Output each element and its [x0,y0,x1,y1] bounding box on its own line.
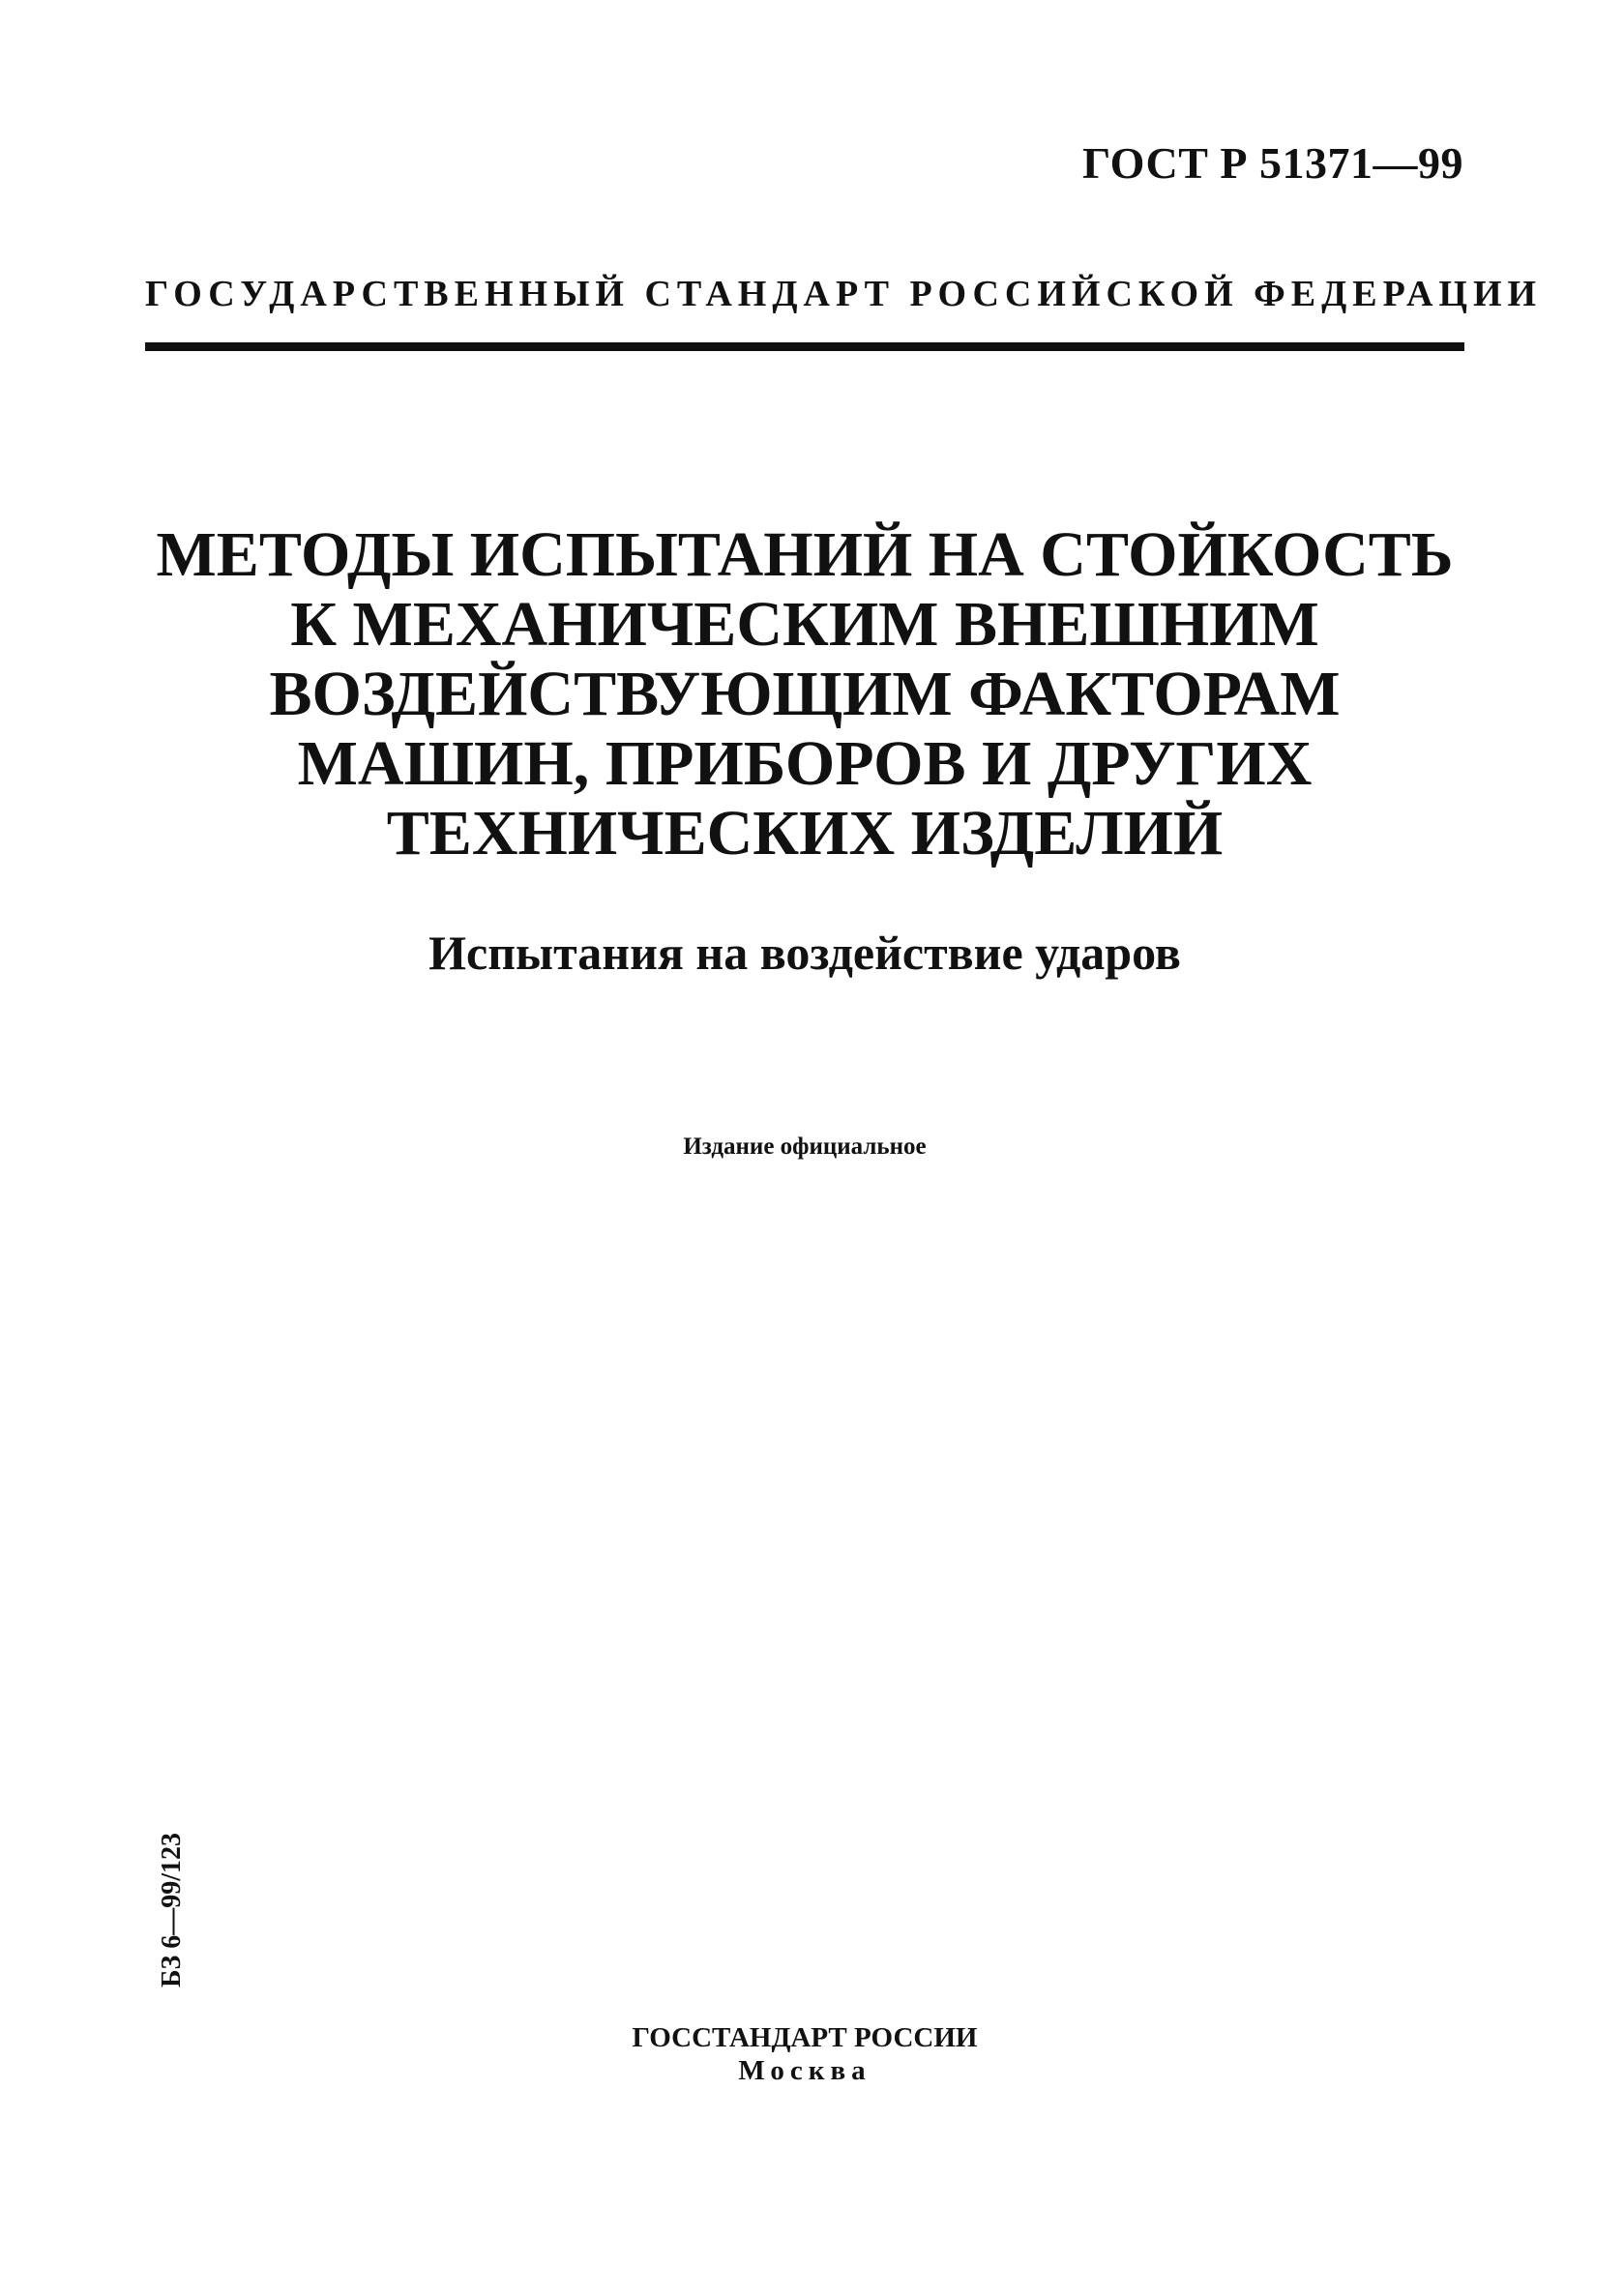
document-subtitle: Испытания на воздействие ударов [428,926,1181,980]
header-divider [145,342,1464,351]
edition-note: Издание официальное [683,1133,927,1160]
state-standard-heading: ГОСУДАРСТВЕННЫЙ СТАНДАРТ РОССИЙСКОЙ ФЕДЕРАЦИИ [145,274,1543,314]
side-code: БЗ 6—99/123 [157,1832,187,1988]
document-title [145,520,1464,868]
publisher-name: ГОССТАНДАРТ РОССИИ [632,2022,978,2053]
standard-number: ГОСТ Р 51371—99 [1082,138,1463,188]
title-line: ВОЗДЕЙСТВУЮЩИМ ФАКТОРАМ [269,659,1341,729]
title-line: МЕТОДЫ ИСПЫТАНИЙ НА СТОЙКОСТЬ [156,519,1454,590]
publisher-block [145,2021,1464,2087]
title-line: МАШИН, ПРИБОРОВ И ДРУГИХ [297,728,1313,799]
title-line: ТЕХНИЧЕСКИХ ИЗДЕЛИЙ [386,798,1224,868]
title-line: К МЕХАНИЧЕСКИМ ВНЕШНИМ [290,589,1319,660]
publisher-city: Москва [738,2055,871,2086]
